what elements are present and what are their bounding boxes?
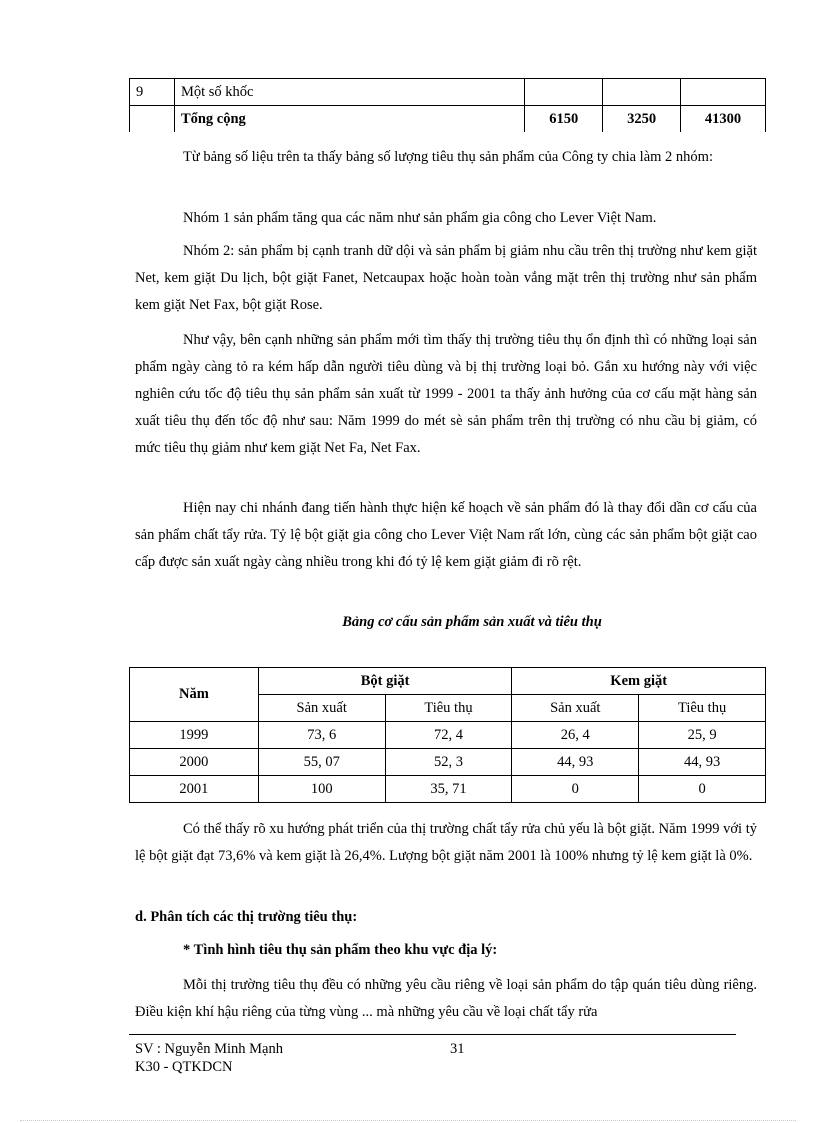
cell: 44, 93 bbox=[639, 749, 766, 776]
paragraph-7: Mỗi thị trường tiêu thụ đều có những yêu cầu riêng về loại sản phẩm do tập quán tiêu dùng riêng. Điều kiện khí hậu riêng của từng vùng ... mà những yêu cầu về loại chất tẩy rửa bbox=[135, 977, 757, 1020]
cell: 0 bbox=[639, 776, 766, 803]
product-table-fragment bbox=[129, 78, 766, 132]
table-row bbox=[130, 776, 766, 803]
structure-table bbox=[129, 667, 766, 803]
sub-heading: * Tình hình tiêu thụ sản phẩm theo khu vực địa lý: bbox=[183, 942, 498, 958]
cell-year: 2001 bbox=[130, 776, 259, 803]
footer-class: K30 - QTKDCN bbox=[135, 1059, 233, 1075]
cell: 35, 71 bbox=[385, 776, 512, 803]
cell: 55, 07 bbox=[258, 749, 385, 776]
cell: 44, 93 bbox=[512, 749, 639, 776]
cell: 25, 9 bbox=[639, 722, 766, 749]
cell: 26, 4 bbox=[512, 722, 639, 749]
paragraph-4: Như vậy, bên cạnh những sản phẩm mới tìm thấy thị trường tiêu thụ ổn định thì có những loại sản phẩm ngày càng tỏ ra kém hấp dẫn người tiêu dùng và bị thị trường loại bỏ. Gắn xu hướng này với việc nghiên cứu tốc độ tiêu thụ sản phẩm sản xuất từ 1999 - 2001 ta thấy ảnh hưởng của cơ cấu mặt hàng sản xuất tiêu thụ đến tốc độ như sau: Năm 1999 do mét sè sản phẩm trên thị trường có nhu cầu bị giảm, có mức tiêu thụ giảm như kem giặt Net Fa, Net Fax. bbox=[135, 332, 757, 456]
cell: 52, 3 bbox=[385, 749, 512, 776]
cell: 100 bbox=[258, 776, 385, 803]
table-header-row bbox=[130, 668, 766, 695]
row-value bbox=[525, 79, 603, 106]
subheader: Sản xuất bbox=[512, 695, 639, 722]
paragraph-6: Có thể thấy rõ xu hướng phát triển của thị trường chất tẩy rửa chủ yếu là bột giặt. Năm 1999 với tỷ lệ bột giặt đạt 73,6% và kem giặt là 26,4%. Lượng bột giặt năm 2001 là 100% nhưng tỷ lệ kem giặt là 0%. bbox=[135, 821, 757, 864]
row-value: 41300 bbox=[681, 106, 766, 133]
row-index: 9 bbox=[130, 79, 175, 106]
row-value bbox=[681, 79, 766, 106]
table-row bbox=[130, 749, 766, 776]
row-index bbox=[130, 106, 175, 133]
row-label: Tổng cộng bbox=[174, 106, 524, 133]
header-year: Năm bbox=[130, 668, 259, 722]
row-value: 3250 bbox=[603, 106, 681, 133]
cell: 72, 4 bbox=[385, 722, 512, 749]
cell-year: 2000 bbox=[130, 749, 259, 776]
cell-year: 1999 bbox=[130, 722, 259, 749]
section-heading: d. Phân tích các thị trường tiêu thụ: bbox=[135, 909, 358, 925]
paragraph-2: Nhóm 1 sản phẩm tăng qua các năm như sản phẩm gia công cho Lever Việt Nam. bbox=[183, 210, 657, 226]
table-caption: Bảng cơ cấu sản phẩm sản xuất và tiêu thụ bbox=[342, 614, 602, 630]
cell: 73, 6 bbox=[258, 722, 385, 749]
table-row-total bbox=[130, 106, 766, 133]
row-value: 6150 bbox=[525, 106, 603, 133]
footer-page-number: 31 bbox=[450, 1041, 465, 1057]
subheader: Tiêu thụ bbox=[639, 695, 766, 722]
subheader: Tiêu thụ bbox=[385, 695, 512, 722]
subheader: Sản xuất bbox=[258, 695, 385, 722]
page-edge-divider bbox=[20, 1120, 796, 1121]
cell: 0 bbox=[512, 776, 639, 803]
header-group-powder: Bột giặt bbox=[258, 668, 512, 695]
row-value bbox=[603, 79, 681, 106]
table-row bbox=[130, 79, 766, 106]
paragraph-3: Nhóm 2: sản phẩm bị cạnh tranh dữ dội và sản phẩm bị giảm nhu cầu trên thị trường như kem giặt Net, kem giặt Du lịch, bột giặt Fanet, Netcaupax hoặc hoàn toàn vắng mặt trên thị trường như sản phẩm kem giặt Net Fax, bột giặt Rose. bbox=[135, 243, 757, 313]
footer-rule bbox=[129, 1034, 736, 1035]
header-group-paste: Kem giặt bbox=[512, 668, 766, 695]
paragraph-5: Hiện nay chi nhánh đang tiến hành thực hiện kế hoạch về sản phẩm đó là thay đổi dần cơ cấu của sản phẩm chất tẩy rửa. Tỷ lệ bột giặt gia công cho Lever Việt Nam rất lớn, cùng các sản phẩm bột giặt cao cấp được sản xuất ngày càng nhiều trong khi đó tỷ lệ kem giặt giảm đi rõ rệt. bbox=[135, 500, 757, 570]
row-label: Một số khốc bbox=[174, 79, 524, 106]
table-row bbox=[130, 722, 766, 749]
footer-student: SV : Nguyễn Minh Mạnh bbox=[135, 1041, 283, 1057]
paragraph-1: Từ bảng số liệu trên ta thấy bảng số lượng tiêu thụ sản phẩm của Công ty chia làm 2 nhóm: bbox=[183, 149, 713, 165]
